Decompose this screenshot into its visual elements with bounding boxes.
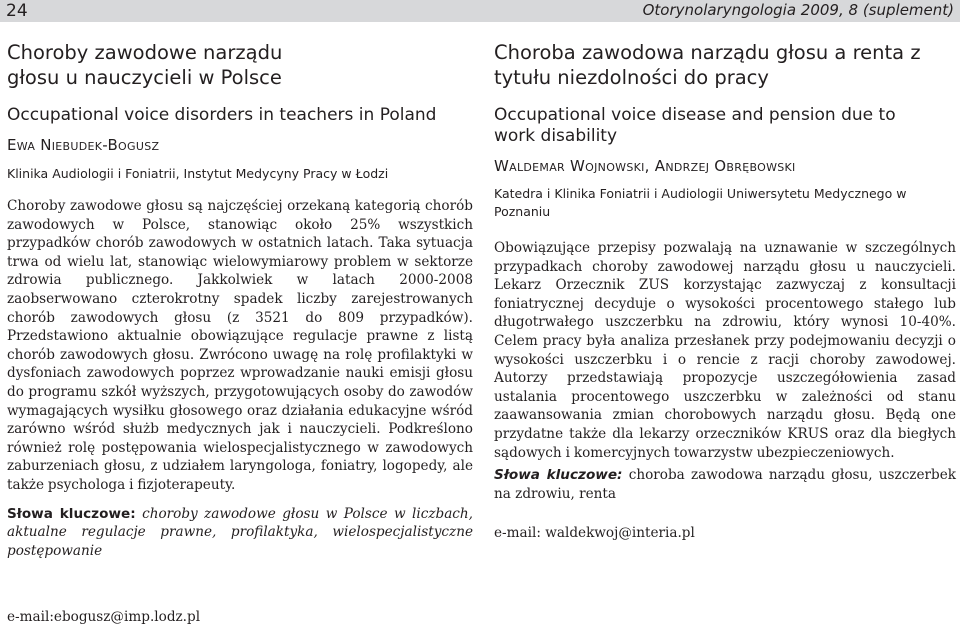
affiliation: Katedra i Klinika Foniatrii i Audiologii Uniwersytetu Medycznego w Poznaniu xyxy=(494,186,907,219)
author-email-right[interactable]: e-mail: waldekwoj@interia.pl xyxy=(494,525,695,542)
author-email-left[interactable]: e-mail:ebogusz@imp.lodz.pl xyxy=(7,609,201,625)
keywords xyxy=(494,466,956,503)
keywords xyxy=(7,505,473,561)
keywords-text: choroby zawodowe głosu w Polsce w liczbach, aktualne regulacje prawne, profilaktyka, wielospecjalistyczne postępowanie xyxy=(7,505,473,559)
abstract-text: Obowiązujące przepisy pozwalają na uznawanie w szczególnych przypadkach choroby zawodowej narządu głosu u nauczycieli. Lekarz Orzecznik ZUS korzystając zazwyczaj z konsultacji foniatrycznej decyduje o wysokości procentowego stałego lub długotrwałego uszczerbku na zdrowiu, który wynosi 10-40%. Celem pracy była analiza przesłanek przy podejmowaniu decyzji o wysokości uszczerbku i o rencie z racji choroby zawodowej. Autorzy przedstawiają propozycje uszczegółowienia zasad ustalania procentowego uszczerbku w zależności od stanu zaawansowania zmian chorobowych narządu głosu. Będą one przydatne także dla lekarzy orzeczników KRUS oraz dla biegłych sądowych i komercyjnych towarzystw ubezpieczeniowych. xyxy=(494,240,956,461)
authors: Waldemar Wojnowski, Andrzej Obrębowski xyxy=(494,157,796,175)
article-title-pl: Choroby zawodowe narządu głosu u nauczycieli w Polsce xyxy=(7,41,283,89)
article-title-pl: Choroba zawodowa narządu głosu a renta z tytułu niezdolności do pracy xyxy=(494,41,921,89)
abstract-left xyxy=(7,40,473,560)
journal-citation: Otorynolaryngologia 2009, 8 (suplement) xyxy=(642,1,954,19)
page-number: 24 xyxy=(6,1,28,21)
abstract-right xyxy=(494,40,956,541)
abstract-text: Choroby zawodowe głosu są najczęściej orzekaną kategorią chorób zawodowych w Polsce, stanowiąc około 25% wszystkich przypadków chorób zawodowych w ostatnich latach. Taka sytuacja trwa od wielu lat, stanowiąc wielowymiarowy problem w sektorze zdrowia publicznego. Jakkolwiek w latach 2000-2008 zaobserwowano czterokrotny spadek liczby zarejestrowanych chorób zawodowych głosu (z 3521 do 809 przypadków). Przedstawiono aktualnie obowiązujące regulacje prawne z listą chorób zawodowych głosu. Zwrócono uwagę na rolę profilaktyki w dysfoniach zawodowych poprzez wprowadzanie nauki emisji głosu do programu szkół wyższych, przygotowujących osoby do zawodów wymagających wysiłku głosowego oraz działania edukacyjne wśród zarówno wśród służb medycznych jak i nauczycieli. Podkreślono również rolę postępowania wielospecjalistycznego w zawodowych zaburzeniach głosu, z udziałem laryngologa, foniatry, logopedy, ale także psychologa i fizjoterapeuty. xyxy=(7,198,473,493)
keywords-label: Słowa kluczowe: xyxy=(494,467,623,484)
article-title-en: Occupational voice disorders in teachers in Poland xyxy=(7,105,437,125)
authors: Ewa Niebudek-Bogusz xyxy=(7,136,160,154)
affiliation: Klinika Audiologii i Foniatrii, Instytut Medycyny Pracy w Łodzi xyxy=(7,166,389,181)
article-title-en: Occupational voice disease and pension due to work disability xyxy=(494,105,896,146)
keywords-label: Słowa kluczowe: xyxy=(7,505,136,522)
running-header xyxy=(0,0,960,22)
keywords-text: choroba zawodowa narządu głosu, uszczerbek na zdrowiu, renta xyxy=(494,467,956,502)
